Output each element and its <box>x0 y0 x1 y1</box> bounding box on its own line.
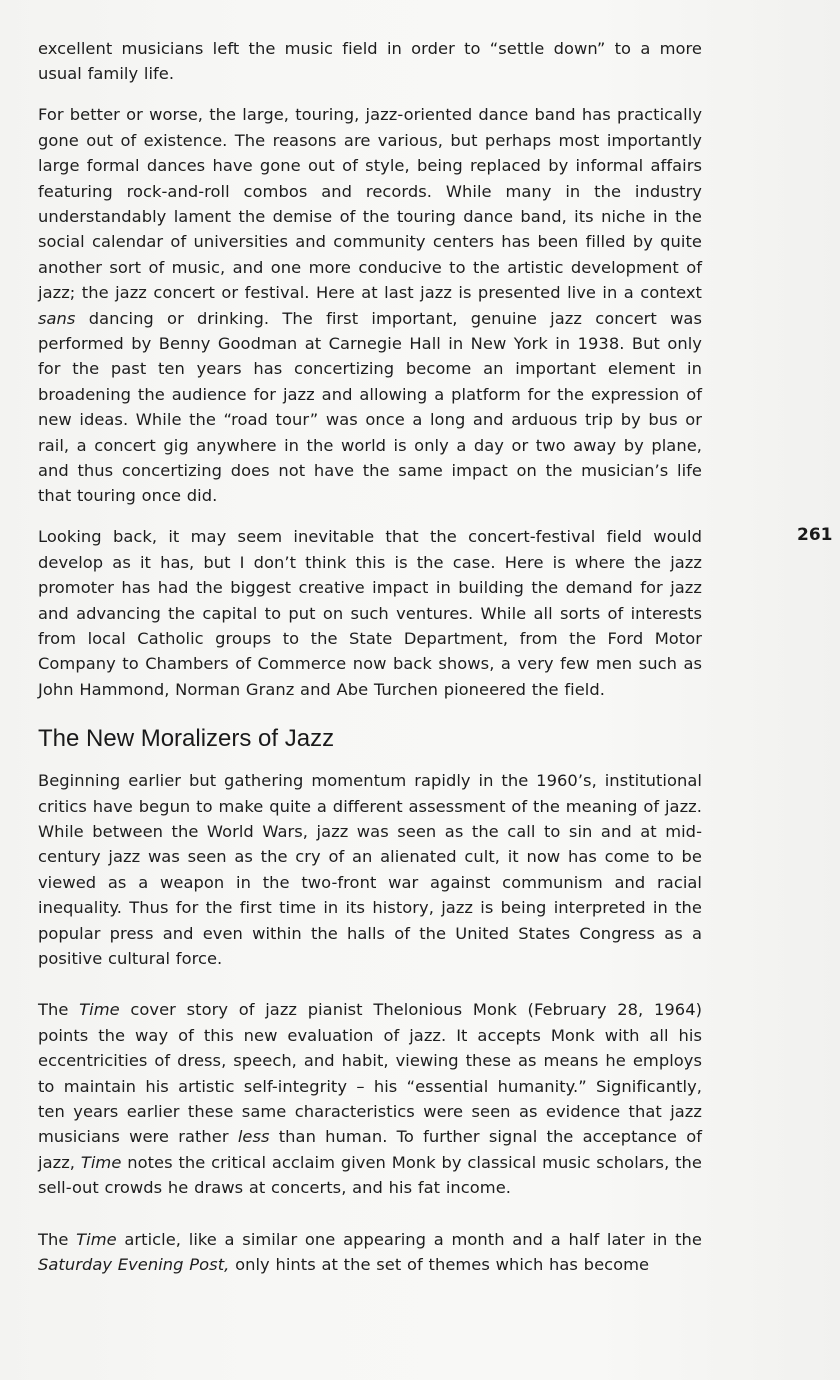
paragraph-text: excellent musicians left the music field in order to “settle down” to a more usual family life. <box>38 39 702 84</box>
paragraph-text: cover story of jazz pianist Thelonious Monk (February 28, 1964) points the way of this new evaluation of jazz. It accepts Monk with all his eccentricities of dress, speech, and habit, viewing these as means he employs to maintain his artistic self-integrity – his “essential humanity.” Significantly, ten years earlier these same characteristics were seen as evidence that jazz musicians were rather <box>38 1000 703 1147</box>
paragraph-text: For better or worse, the large, touring, jazz-oriented dance band has practically gone out of existence. The reasons are various, but perhaps most importantly large formal dances have gone out of style, being replaced by informal affairs featuring rock-and-roll combos and records. While many in the industry understandably lament the demise of the touring dance band, its niche in the social calendar of universities and community centers has been filled by quite another sort of music, and one more conducive to the artistic development of jazz; the jazz concert or festival. Here at last jazz is presented live in a context <box>38 105 702 303</box>
italic-title: Time <box>79 1000 120 1020</box>
paragraph-text: Looking back, it may seem inevitable that the concert-festival field would develop as it has, but I don’t think this is the case. Here is where the jazz promoter has had the biggest creative impact in building the demand for jazz and advancing the capital to put on such ventures. While all sorts of interests from local Catholic groups to the State Department, from the Ford Motor Company to Chambers of Commerce now back shows, a very few men such as John Hammond, Norman Granz and Abe Turchen pioneered the field. <box>38 527 702 699</box>
paragraph-text: dancing or drinking. The first important, genuine jazz concert was performed by Benny Goodman at Carnegie Hall in New York in 1938. But only for the past ten years has concertizing become an important element in broadening the audience for jazz and allowing a platform for the expression of new ideas. While the “road tour” was once a long and arduous trip by bus or rail, a concert gig anywhere in the world is only a day or two away by plane, and thus concertizing does not have the same impact on the musician’s life that touring once did. <box>38 308 702 506</box>
section-heading: The New Moralizers of Jazz <box>38 725 335 753</box>
paragraph-text: only hints at the set of themes which has become <box>229 1255 650 1275</box>
italic-word: less <box>237 1127 270 1147</box>
paragraph-settle-down <box>38 36 702 87</box>
page-number: 261 <box>797 525 833 545</box>
paragraph-text: The <box>38 1229 77 1249</box>
paragraph-text: The <box>38 1000 80 1020</box>
paragraph-text: notes the critical acclaim given Monk by classical music scholars, the sell-out crowds he draws at concerts, and his fat income. <box>38 1152 702 1198</box>
italic-title: Saturday Evening Post, <box>38 1255 230 1275</box>
page-body <box>38 36 702 1277</box>
italic-title: Time <box>76 1229 117 1249</box>
paragraph-text: than human. To further signal the acceptance of jazz, <box>38 1127 702 1172</box>
paragraph-time-cover-story <box>38 997 702 1200</box>
italic-word: sans <box>38 308 76 328</box>
paragraph-time-article <box>38 1227 702 1278</box>
paragraph-looking-back <box>38 524 702 702</box>
paragraph-text: Beginning earlier but gathering momentum rapidly in the 1960’s, institutional critics have begun to make quite a different assessment of the meaning of jazz. While between the World Wars, jazz was seen as the call to sin and at mid-century jazz was seen as the cry of an alienated cult, it now has come to be viewed as a weapon in the two-front war against communism and racial inequality. Thus for the first time in its history, jazz is being interpreted in the popular press and even within the halls of the United States Congress as a positive cultural force. <box>38 771 702 968</box>
paragraph-dance-band <box>38 102 702 509</box>
italic-title: Time <box>80 1152 122 1172</box>
paragraph-text: article, like a similar one appearing a month and a half later in the <box>116 1229 702 1249</box>
paragraph-institutional-critics <box>38 768 702 971</box>
